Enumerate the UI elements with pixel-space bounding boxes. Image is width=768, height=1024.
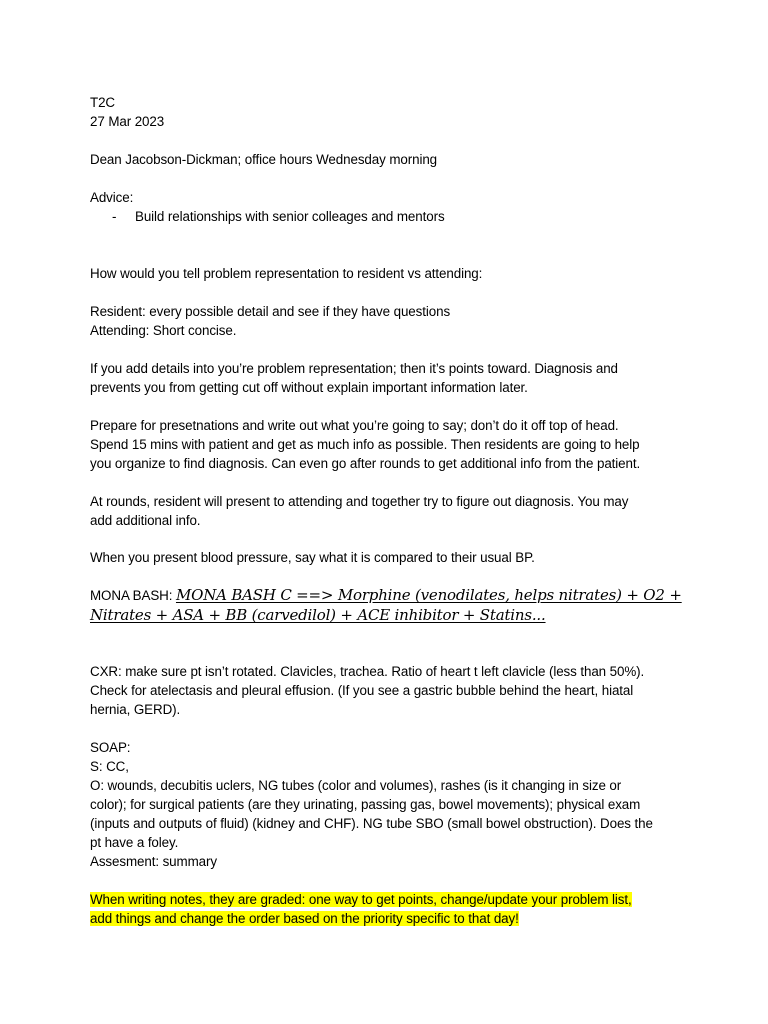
prepare-paragraph-line: Prepare for presetnations and write out what you’re going to say; don’t do it off top of head. — [90, 418, 619, 433]
soap-heading: SOAP: — [90, 740, 131, 755]
mona-bash-handwritten: Nitrates + ASA + BB (carvedilol) + ACE inhibitor + Statins... — [90, 606, 546, 624]
advice-heading: Advice: — [90, 190, 134, 205]
soap-objective-line: color); for surgical patients (are they urinating, passing gas, bowel movements); physical exam — [90, 797, 641, 812]
soap-objective-line: pt have a foley. — [90, 835, 179, 850]
mona-bash-line — [90, 607, 546, 624]
highlighted-text: When writing notes, they are graded: one way to get points, change/update your problem list, — [90, 892, 632, 907]
soap-objective-line: O: wounds, decubitis uclers, NG tubes (color and volumes), rashes (is it changing in size or — [90, 778, 622, 793]
soap-subjective: S: CC, — [90, 759, 129, 774]
rounds-paragraph-line: At rounds, resident will present to attending and together try to figure out diagnosis. You may — [90, 494, 629, 509]
cxr-paragraph-line: hernia, GERD). — [90, 702, 181, 717]
details-paragraph-line: prevents you from getting cut off without explain important information later. — [90, 380, 528, 395]
problem-rep-question: How would you tell problem representation to resident vs attending: — [90, 266, 483, 281]
soap-assessment: Assesment: summary — [90, 854, 217, 869]
bp-paragraph: When you present blood pressure, say what it is compared to their usual BP. — [90, 550, 535, 565]
prepare-paragraph-line: Spend 15 mins with patient and get as much info as possible. Then residents are going to help — [90, 437, 640, 452]
mona-bash-label: MONA BASH: — [90, 588, 173, 603]
details-paragraph-line: If you add details into you’re problem representation; then it’s points toward. Diagnosis and — [90, 361, 618, 376]
soap-objective-line: (inputs and outputs of fluid) (kidney and CHF). NG tube SBO (small bowel obstruction). Does the — [90, 816, 653, 831]
course-code: T2C — [90, 95, 115, 110]
cxr-paragraph-line: CXR: make sure pt isn’t rotated. Clavicles, trachea. Ratio of heart t left clavicle (less than 50%). — [90, 664, 645, 679]
mona-bash-handwritten: MONA BASH C ==> Morphine (venodilates, helps nitrates) + O2 + — [175, 586, 682, 604]
advice-item: Build relationships with senior colleages and mentors — [135, 209, 445, 224]
highlighted-note-line — [90, 911, 519, 927]
resident-line: Resident: every possible detail and see if they have questions — [90, 304, 451, 319]
highlighted-note-line — [90, 892, 632, 908]
note-date: 27 Mar 2023 — [90, 114, 165, 129]
rounds-paragraph-line: add additional info. — [90, 513, 201, 528]
highlighted-text: add things and change the order based on the priority specific to that day! — [90, 911, 519, 926]
mona-bash-line — [90, 587, 682, 604]
cxr-paragraph-line: Check for atelectasis and pleural effusion. (If you see a gastric bubble behind the heart, hiatal — [90, 683, 634, 698]
bullet-dash: - — [112, 209, 117, 224]
contact-line: Dean Jacobson-Dickman; office hours Wednesday morning — [90, 152, 438, 167]
prepare-paragraph-line: you organize to find diagnosis. Can even go after rounds to get additional info from the patient. — [90, 456, 641, 471]
attending-line: Attending: Short concise. — [90, 323, 237, 338]
